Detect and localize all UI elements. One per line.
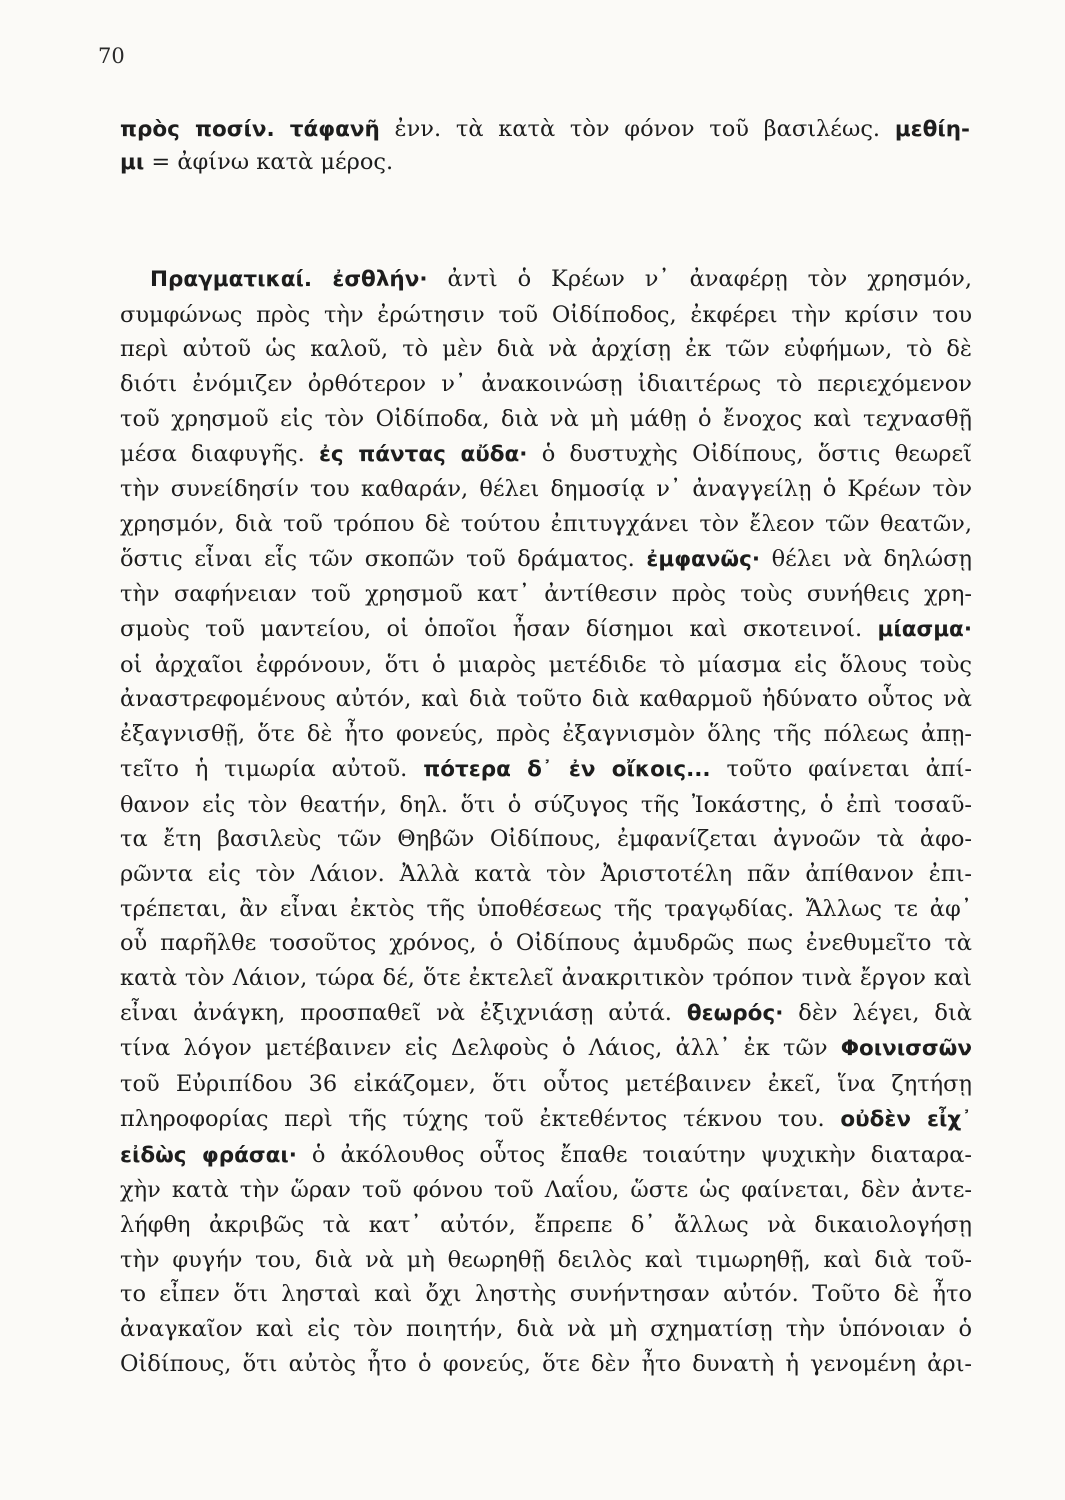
commentary-text: μέσα διαφυγῆς. [120,440,319,467]
text-line [120,146,970,179]
lemma-term: Πραγματικαί. ἐσθλήν· [150,267,428,292]
text-line [120,822,972,857]
text-line [120,612,972,648]
text-line [120,437,972,473]
commentary-text: οὗ παρῆλθε τοσοῦτος χρόνος, ὁ Οἰδίπους ἀμυδρῶς πως ἐνεθυμεῖτο τὰ [120,930,972,957]
commentary-text: = ἀφίνω κατὰ μέρος. [144,149,394,175]
lemma-term: θεωρός· [686,1000,784,1026]
commentary-text: κατὰ τὸν Λάιον, τώρα δέ, ὅτε ἐκτελεῖ ἀνακριτικὸν τρόπον τινὰ ἔργον καὶ [120,965,972,992]
commentary-text: τοῦ χρησμοῦ εἰς τὸν Οἰδίποδα, διὰ νὰ μὴ μάθῃ ὁ ἔνοχος καὶ τεχνασθῇ [120,405,972,432]
commentary-text: ρῶντα εἰς τὸν Λάιον. Ἀλλὰ κατὰ τὸν Ἀριστοτέλη πᾶν ἀπίθανον ἐπι- [120,860,972,887]
commentary-text: τίνα λόγον μετέβαινεν εἰς Δελφοὺς ὁ Λάιος, ἀλλ᾽ ἐκ τῶν [120,1035,841,1062]
text-line [120,788,972,823]
commentary-text: οἱ ἀρχαῖοι ἐφρόνουν, ὅτι ὁ μιαρὸς μετέδιδε τὸ μίασμα εἰς ὅλους τοὺς [120,651,972,678]
lemma-term: μεθίη- [894,117,970,142]
text-line [120,1031,972,1067]
commentary-text: ὁ δυστυχὴς Οἰδίπους, ὅστις θεωρεῖ [527,440,973,467]
text-line [120,961,972,996]
text-line [120,1277,972,1312]
commentary-text: λήφθη ἀκριβῶς τὰ κατ᾽ αὐτόν, ἔπρεπε δ᾽ ἄλλως νὰ δικαιολογήσῃ [120,1211,972,1238]
commentary-text: θέλει νὰ δηλώσῃ [760,545,972,572]
commentary-text: ὅστις εἶναι εἷς τῶν σκοπῶν τοῦ δράματος. [120,545,647,572]
commentary-text: ἀναγκαῖον καὶ εἰς τὸν ποιητήν, διὰ νὰ μὴ σχηματίσῃ τὴν ὑπόνοιαν ὁ [120,1316,972,1343]
text-line [120,1312,972,1347]
commentary-paragraph [120,262,972,1382]
text-line [120,1347,972,1382]
lemma-term: πότερα δ᾽ ἐν οἴκοις... [423,756,711,782]
text-line [120,402,972,437]
text-line [120,507,972,542]
text-line [120,752,972,788]
commentary-text: συμφώνως πρὸς τὴν ἐρώτησιν τοῦ Οἰδίποδος, ἐκφέρει τὴν κρίσιν του [120,301,972,328]
commentary-text: ἐνν. τὰ κατὰ τὸν φόνον τοῦ βασιλέως. [379,116,895,142]
text-line [120,577,972,612]
intro-paragraph [120,113,970,179]
text-line [120,996,972,1032]
text-line [120,857,972,892]
commentary-text: χὴν κατὰ τὴν ὥραν τοῦ φόνου τοῦ Λαΐου, ὥστε ὡς φαίνεται, δὲν ἀντε- [120,1177,972,1204]
commentary-text: δὲν λέγει, διὰ [783,999,972,1026]
page-number: 70 [98,44,125,68]
commentary-text: περὶ αὐτοῦ ὡς καλοῦ, τὸ μὲν διὰ νὰ ἀρχίσῃ ἐκ τῶν εὐφήμων, τὸ δὲ [120,336,972,363]
text-line [120,542,972,578]
text-line [120,1102,972,1138]
text-line [120,367,972,402]
lemma-term: οὐδὲν εἶχ᾽ [840,1106,972,1132]
commentary-text: τὴν φυγήν του, διὰ νὰ μὴ θεωρηθῇ δειλὸς καὶ τιμωρηθῇ, καὶ διὰ τοῦ- [120,1246,972,1273]
text-line [120,926,972,961]
commentary-text: εἶναι ἀνάγκη, προσπαθεῖ νὰ ἐξιχνιάσῃ αὐτά. [120,999,687,1026]
commentary-text: θανον εἰς τὸν θεατήν, δηλ. ὅτι ὁ σύζυγος τῆς Ἰοκάστης, ὁ ἐπὶ τοσαῦ- [120,791,972,818]
commentary-text: χρησμόν, διὰ τοῦ τρόπου δὲ τούτου ἐπιτυγχάνει τὸν ἔλεον τῶν θεατῶν, [120,510,972,537]
lemma-term: ἐς πάντας αὔδα· [318,441,528,467]
text-line [120,472,972,507]
text-line [120,262,972,298]
commentary-text: σμοὺς τοῦ μαντείου, οἱ ὁποῖοι ἦσαν δίσημοι καὶ σκοτεινοί. [120,616,878,643]
text-line [120,717,972,752]
text-line [120,332,972,367]
commentary-text: τὴν συνείδησίν του καθαράν, θέλει δημοσίᾳ ν᾽ ἀναγγείλῃ ὁ Κρέων τὸν [120,476,972,503]
commentary-text: τὴν σαφήνειαν τοῦ χρησμοῦ κατ᾽ ἀντίθεσιν πρὸς τοὺς συνήθεις χρη- [120,581,972,608]
commentary-text: πληροφορίας περὶ τῆς τύχης τοῦ ἐκτεθέντος τέκνου του. [120,1105,841,1132]
lemma-term: ἐμφανῶς· [646,546,761,572]
text-line [120,1173,972,1208]
commentary-text: τοῦτο φαίνεται ἀπί- [710,755,972,782]
text-line [120,1208,972,1243]
text-line [120,648,972,683]
commentary-text: Οἰδίπους, ὅτι αὐτὸς ἦτο ὁ φονεύς, ὅτε δὲν ἦτο δυνατὴ ἡ γενομένη ἀρι- [120,1350,972,1377]
text-line [120,892,972,927]
lemma-term: μι [120,150,145,175]
commentary-text: τοῦ Εὐριπίδου 36 εἰκάζομεν, ὅτι οὗτος μετέβαινεν ἐκεῖ, ἵνα ζητήσῃ [120,1071,972,1098]
lemma-term: μίασμα· [877,617,972,643]
commentary-text: ἀναστρεφομένους αὐτόν, καὶ διὰ τοῦτο διὰ καθαρμοῦ ἠδύνατο οὗτος νὰ [120,686,972,713]
text-line [120,1138,972,1174]
text-line [120,1067,972,1102]
lemma-term: εἰδὼς φράσαι· [120,1142,297,1168]
commentary-text: το εἶπεν ὅτι λησταὶ καὶ ὄχι ληστὴς συνήντησαν αὐτόν. Τοῦτο δὲ ἦτο [120,1281,972,1308]
commentary-text: ἀντὶ ὁ Κρέων ν᾽ ἀναφέρῃ τὸν χρησμόν, [427,266,972,292]
lemma-term: Φοινισσῶν [840,1036,972,1062]
text-line [120,113,970,146]
commentary-text: τρέπεται, ἂν εἶναι ἐκτὸς τῆς ὑποθέσεως τῆς τραγῳδίας. Ἄλλως τε ἀφ᾽ [120,895,972,922]
text-line [120,298,972,333]
commentary-text: ὁ ἀκόλουθος οὗτος ἔπαθε τοιαύτην ψυχικὴν διαταρα- [296,1141,972,1168]
commentary-text: τεῖτο ἡ τιμωρία αὐτοῦ. [120,755,424,782]
commentary-text: ἐξαγνισθῇ, ὅτε δὲ ἦτο φονεύς, πρὸς ἐξαγνισμὸν ὅλης τῆς πόλεως ἀπῃ- [120,721,972,748]
commentary-text: διότι ἐνόμιζεν ὀρθότερον ν᾽ ἀνακοινώσῃ ἰδιαιτέρως τὸ περιεχόμενον [120,371,972,398]
commentary-text: τα ἔτη βασιλεὺς τῶν Θηβῶν Οἰδίπους, ἐμφανίζεται ἀγνοῶν τὰ ἀφο- [120,826,972,853]
lemma-term: πρὸς ποσίν. τάφανῆ [120,117,380,142]
text-line [120,1243,972,1278]
text-line [120,682,972,717]
